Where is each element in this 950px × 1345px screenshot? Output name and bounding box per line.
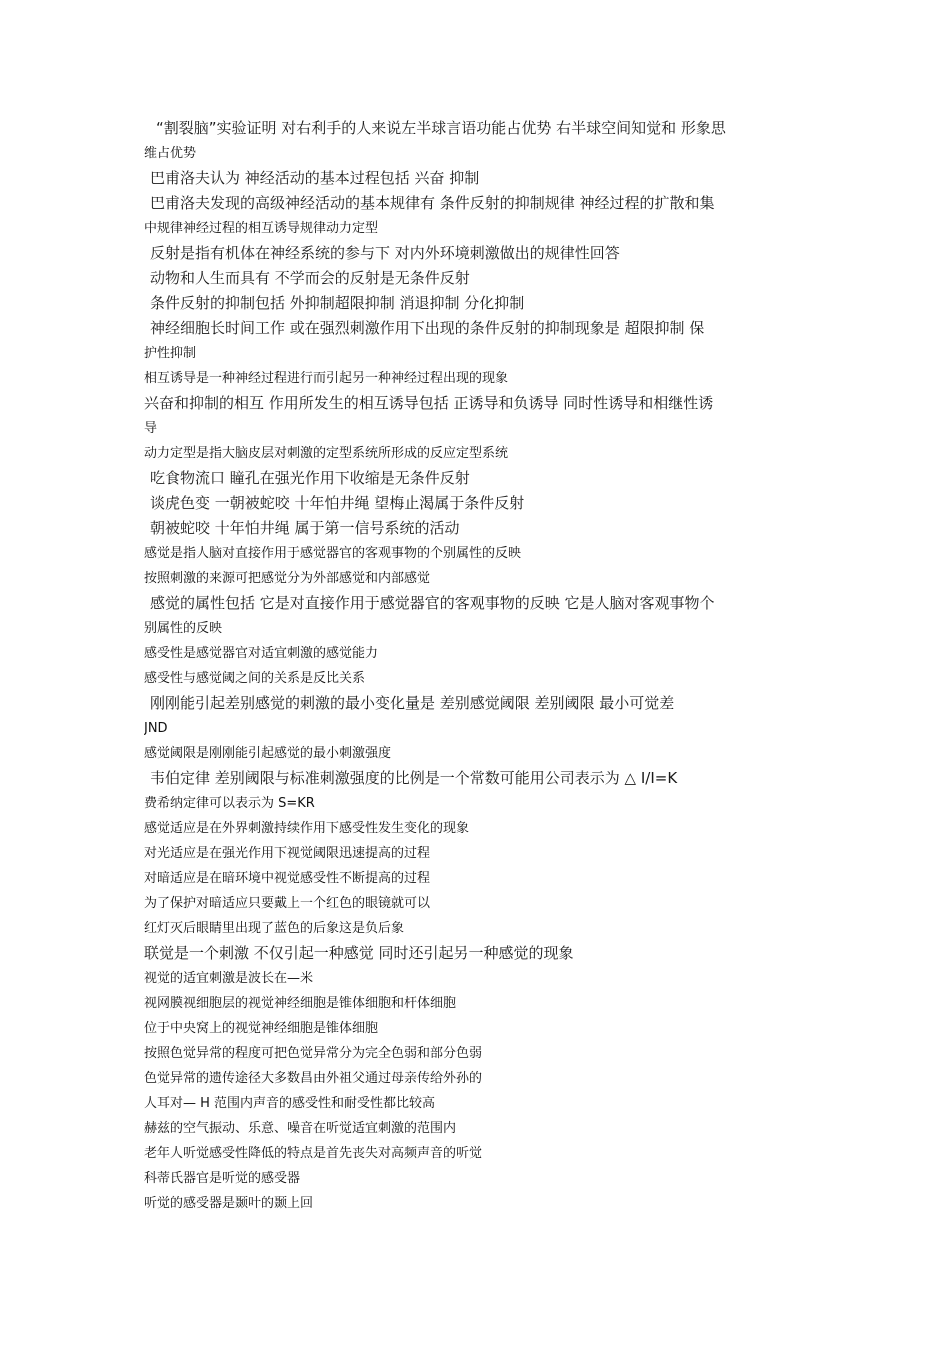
- text-line: 感受性与感觉阈之间的关系是反比关系: [144, 671, 366, 686]
- text-line: 韦伯定律 差别阈限与标准刺激强度的比例是一个常数可能用公司表示为 △ I/I=K: [150, 769, 678, 787]
- text-line: 按照色觉异常的程度可把色觉异常分为完全色弱和部分色弱: [144, 1046, 483, 1061]
- text-line: 感觉是指人脑对直接作用于感觉器官的客观事物的个别属性的反映: [144, 546, 522, 561]
- text-line: “割裂脑”实验证明 对右利手的人来说左半球言语功能占优势 右半球空间知觉和 形象思: [156, 119, 726, 137]
- text-line: 导: [144, 421, 158, 436]
- text-line: 反射是指有机体在神经系统的参与下 对内外环境刺激做出的规律性回答: [150, 244, 620, 262]
- text-line: 视网膜视细胞层的视觉神经细胞是锥体细胞和杆体细胞: [144, 996, 457, 1011]
- text-line: 感觉的属性包括 它是对直接作用于感觉器官的客观事物的反映 它是人脑对客观事物个: [150, 594, 715, 612]
- text-line: 为了保护对暗适应只要戴上一个红色的眼镜就可以: [144, 896, 431, 911]
- text-line: 神经细胞长时间工作 或在强烈刺激作用下出现的条件反射的抑制现象是 超限抑制 保: [150, 319, 705, 337]
- text-line: 对暗适应是在暗环境中视觉感受性不断提高的过程: [144, 871, 431, 886]
- text-line: 巴甫洛夫认为 神经活动的基本过程包括 兴奋 抑制: [150, 169, 480, 187]
- text-line: 位于中央窝上的视觉神经细胞是锥体细胞: [144, 1021, 379, 1036]
- text-line: 费希纳定律可以表示为 S=KR: [144, 796, 315, 811]
- text-line: 动物和人生而具有 不学而会的反射是无条件反射: [150, 269, 470, 287]
- text-line: 按照刺激的来源可把感觉分为外部感觉和内部感觉: [144, 571, 431, 586]
- text-line: 感受性是感觉器官对适宜刺激的感觉能力: [144, 646, 379, 661]
- text-line: 中规律神经过程的相互诱导规律动力定型: [144, 221, 379, 236]
- text-line: 条件反射的抑制包括 外抑制超限抑制 消退抑制 分化抑制: [150, 294, 525, 312]
- text-line: 对光适应是在强光作用下视觉阈限迅速提高的过程: [144, 846, 431, 861]
- text-line: 维占优势: [144, 146, 197, 161]
- text-line: 兴奋和抑制的相互 作用所发生的相互诱导包括 正诱导和负诱导 同时性诱导和相继性诱: [144, 394, 714, 412]
- text-line: 护性抑制: [144, 346, 197, 361]
- text-line: JND: [144, 721, 168, 736]
- text-line: 赫兹的空气振动、乐意、噪音在听觉适宜刺激的范围内: [144, 1121, 457, 1136]
- document-body: [144, 116, 808, 1216]
- text-line: 听觉的感受器是颞叶的颞上回: [144, 1196, 314, 1211]
- text-line: 巴甫洛夫发现的高级神经活动的基本规律有 条件反射的抑制规律 神经过程的扩散和集: [150, 194, 715, 212]
- text-line: 吃食物流口 瞳孔在强光作用下收缩是无条件反射: [150, 469, 470, 487]
- text-line: 动力定型是指大脑皮层对刺激的定型系统所形成的反应定型系统: [144, 446, 509, 461]
- text-line: 联觉是一个刺激 不仅引起一种感觉 同时还引起另一种感觉的现象: [144, 944, 574, 962]
- text-line: 色觉异常的遗传途径大多数昌由外祖父通过母亲传给外孙的: [144, 1071, 483, 1086]
- text-line: 别属性的反映: [144, 621, 223, 636]
- text-line: 红灯灭后眼睛里出现了蓝色的后象这是负后象: [144, 921, 405, 936]
- text-line: 刚刚能引起差别感觉的刺激的最小变化量是 差别感觉阈限 差别阈限 最小可觉差: [150, 694, 675, 712]
- text-line: 相互诱导是一种神经过程进行而引起另一种神经过程出现的现象: [144, 371, 509, 386]
- text-line: 朝被蛇咬 十年怕井绳 属于第一信号系统的活动: [150, 519, 460, 537]
- text-line: 人耳对— H 范围内声音的感受性和耐受性都比较高: [144, 1096, 436, 1111]
- text-line: 感觉适应是在外界刺激持续作用下感受性发生变化的现象: [144, 821, 470, 836]
- text-line: 谈虎色变 一朝被蛇咬 十年怕井绳 望梅止渴属于条件反射: [150, 494, 525, 512]
- text-line: 科蒂氏器官是听觉的感受器: [144, 1171, 301, 1186]
- text-line: 视觉的适宜刺激是波长在—米: [144, 971, 314, 986]
- text-line: 老年人听觉感受性降低的特点是首先丧失对高频声音的听觉: [144, 1146, 483, 1161]
- text-line: 感觉阈限是刚刚能引起感觉的最小刺激强度: [144, 746, 392, 761]
